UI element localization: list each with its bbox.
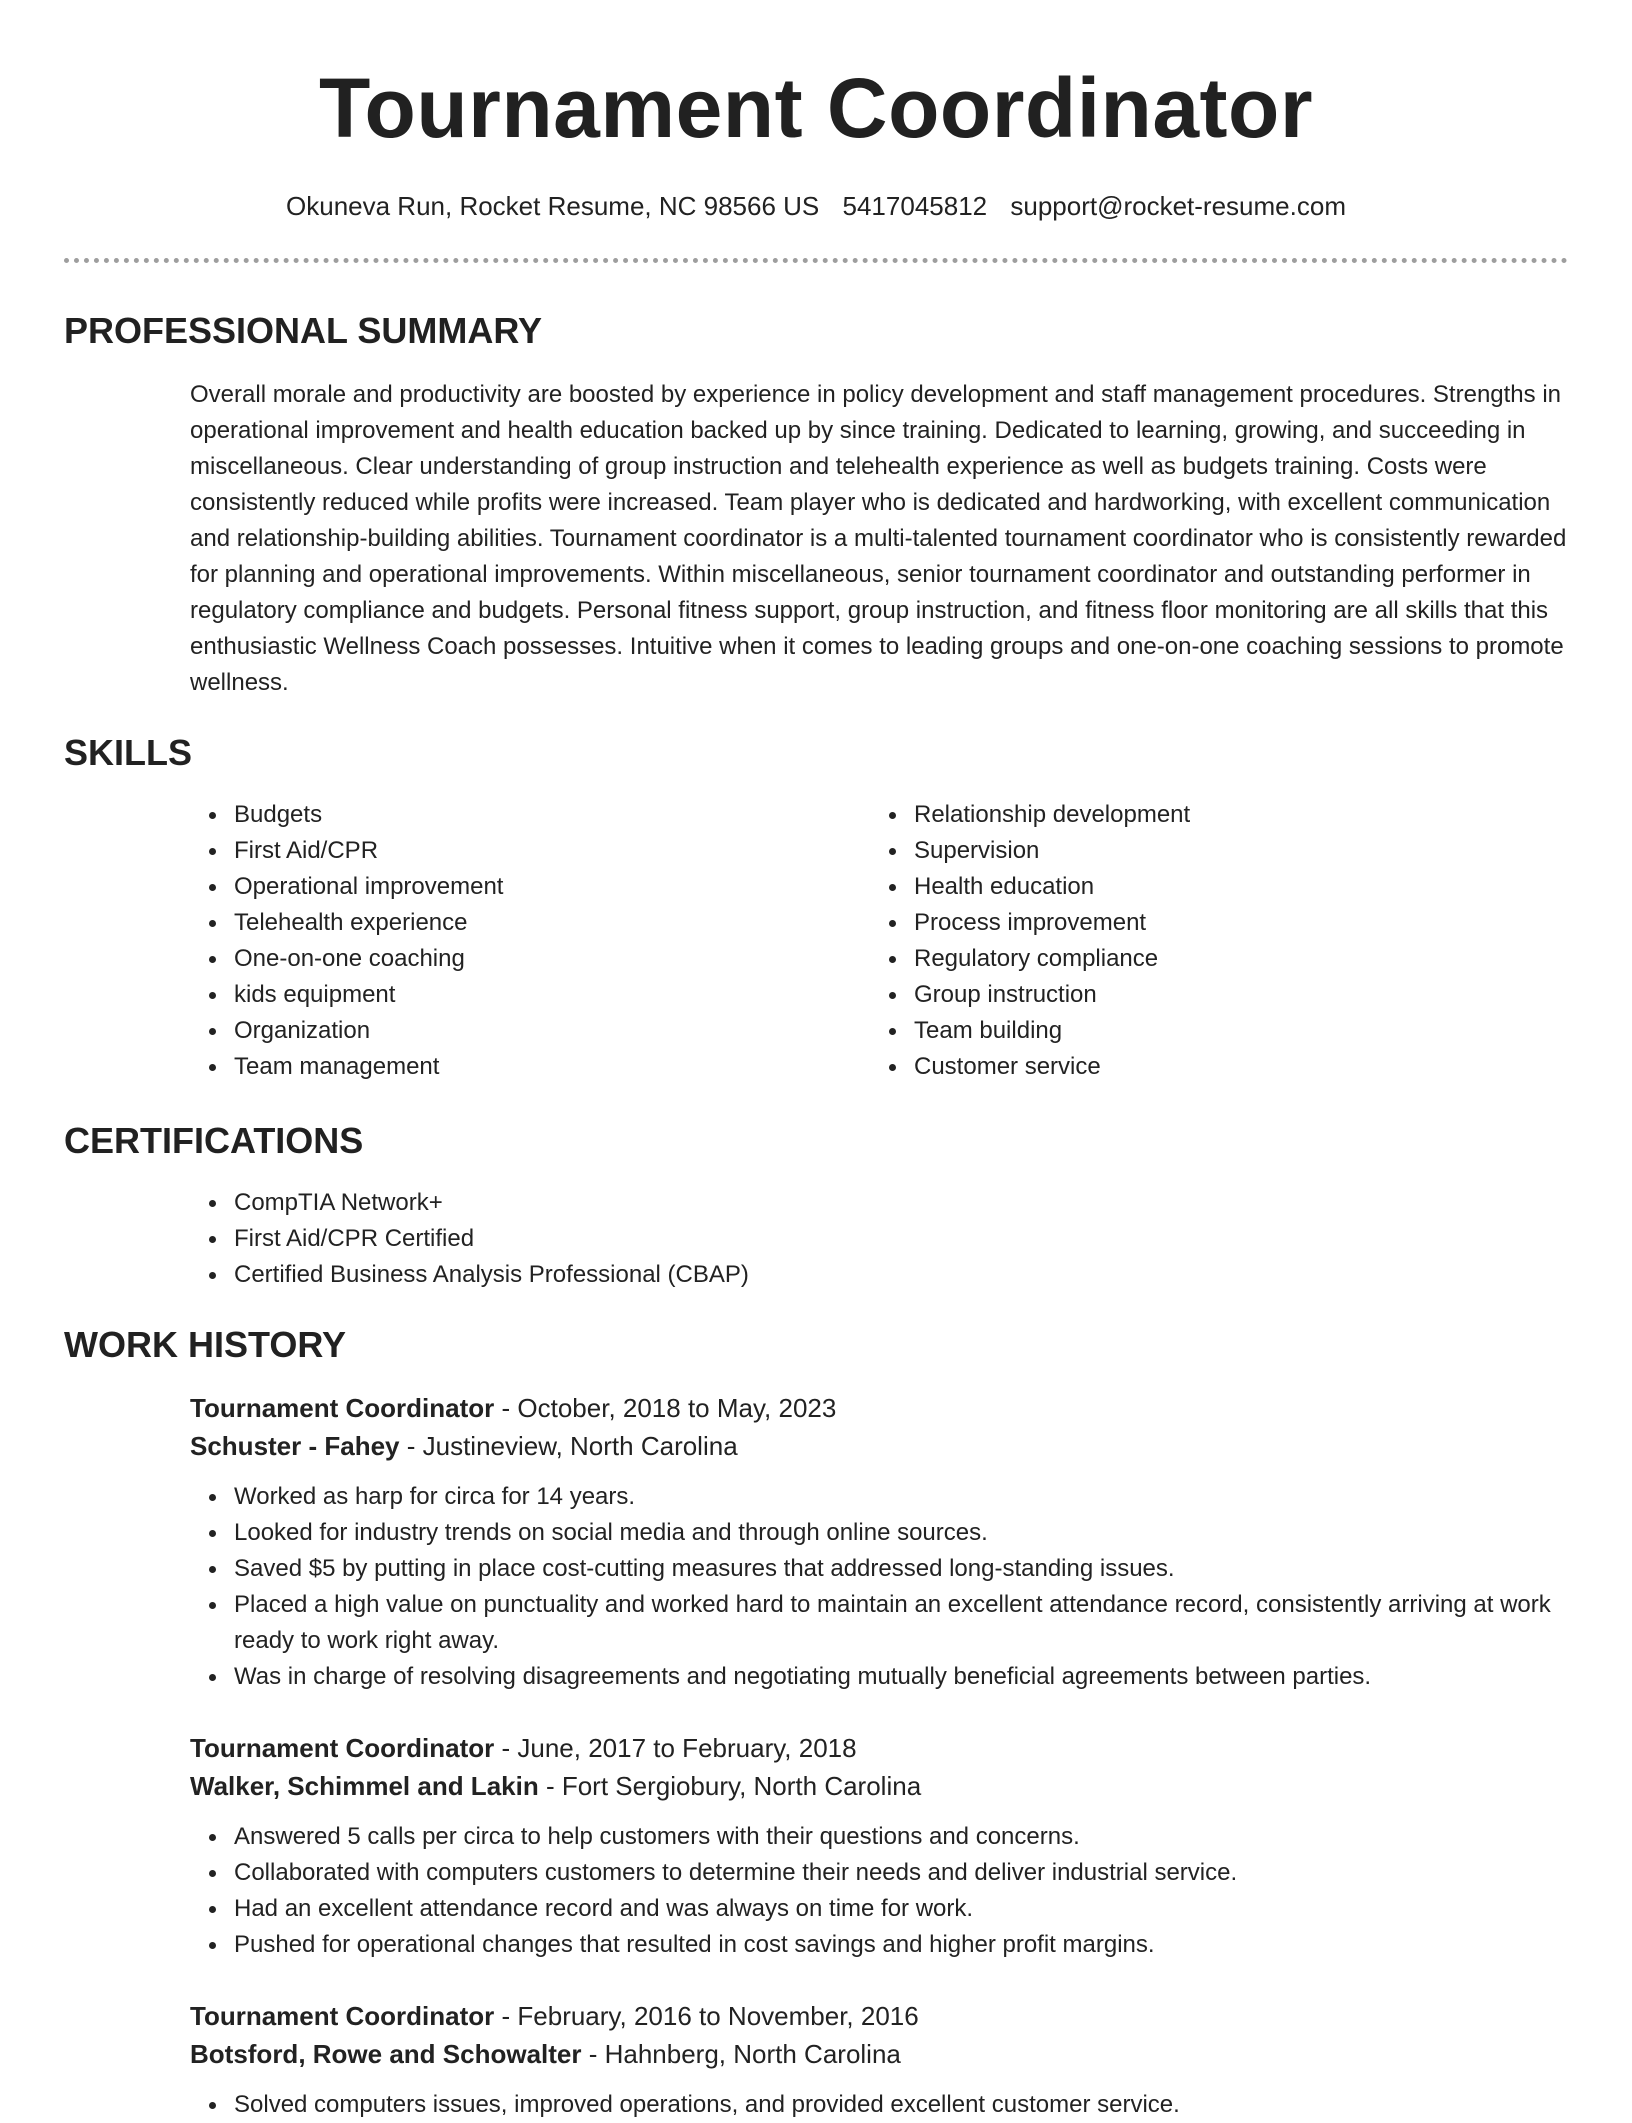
work-history-heading: WORK HISTORY xyxy=(64,1324,347,1365)
skill-item: Telehealth experience xyxy=(234,905,870,941)
job-company: Walker, Schimmel and Lakin xyxy=(190,1771,539,1801)
job-bullets xyxy=(190,1479,1568,1695)
certification-item: Certified Business Analysis Professional (CBAP) xyxy=(234,1257,1568,1293)
certification-item: CompTIA Network+ xyxy=(234,1185,1568,1221)
job-title-line xyxy=(190,1729,1568,1767)
certification-item: First Aid/CPR Certified xyxy=(234,1221,1568,1257)
skills-heading: SKILLS xyxy=(64,732,193,773)
skills-column-left xyxy=(190,797,870,1085)
job-company-line xyxy=(190,2035,1568,2073)
job-bullet: Answered 5 calls per circa to help customers with their questions and concerns. xyxy=(234,1819,1568,1855)
skill-item: Team management xyxy=(234,1049,870,1085)
job-entry xyxy=(190,1997,1568,2123)
job-company-line xyxy=(190,1767,1568,1805)
certifications-list xyxy=(190,1185,1568,1293)
contact-email: support@rocket-resume.com xyxy=(1010,191,1346,221)
skill-item: Relationship development xyxy=(914,797,1550,833)
job-role: Tournament Coordinator xyxy=(190,2001,495,2031)
skill-item: Customer service xyxy=(914,1049,1550,1085)
job-bullet: Pushed for operational changes that resulted in cost savings and higher profit margins. xyxy=(234,1927,1568,1963)
job-company-line xyxy=(190,1427,1568,1465)
summary-section xyxy=(64,309,1568,701)
skills-section xyxy=(64,731,1568,1085)
job-location: - Hahnberg, North Carolina xyxy=(581,2039,901,2069)
skill-item: Process improvement xyxy=(914,905,1550,941)
job-company: Botsford, Rowe and Schowalter xyxy=(190,2039,582,2069)
job-bullet: Looked for industry trends on social media and through online sources. xyxy=(234,1515,1568,1551)
job-entry xyxy=(190,1729,1568,1963)
job-dates: - October, 2018 to May, 2023 xyxy=(494,1393,837,1423)
job-bullets xyxy=(190,1819,1568,1963)
skills-column-right xyxy=(870,797,1550,1085)
skill-item: Operational improvement xyxy=(234,869,870,905)
job-company: Schuster - Fahey xyxy=(190,1431,400,1461)
job-bullet: Worked as harp for circa for 14 years. xyxy=(234,1479,1568,1515)
resume-page xyxy=(64,0,1568,2123)
job-title-line xyxy=(190,1997,1568,2035)
work-history-section xyxy=(64,1323,1568,2123)
job-bullet: Was in charge of resolving disagreements and negotiating mutually beneficial agreements between parties. xyxy=(234,1659,1568,1695)
job-bullet: Solved computers issues, improved operations, and provided excellent customer service. xyxy=(234,2087,1568,2123)
skill-item: Budgets xyxy=(234,797,870,833)
contact-line xyxy=(64,188,1568,224)
certifications-heading: CERTIFICATIONS xyxy=(64,1120,364,1161)
header-divider xyxy=(64,258,1568,263)
summary-text: Overall morale and productivity are boosted by experience in policy development and staff management procedures. Strengths in operational improvement and health education backed up by since training. Dedicated to learning, growing, and succeeding in miscellaneous. Clear understanding of group instruction and telehealth experience as well as budgets training. Costs were consistently reduced while profits were increased. Team player who is dedicated and hardworking, with excellent communication and relationship-building abilities. Tournament coordinator is a multi-talented tournament coordinator who is consistently rewarded for planning and operational improvements. Within miscellaneous, senior tournament coordinator and outstanding performer in regulatory compliance and budgets. Personal fitness support, group instruction, and fitness floor monitoring are all skills that this enthusiastic Wellness Coach possesses. Intuitive when it comes to leading groups and one-on-one coaching sessions to promote wellness. xyxy=(190,381,1567,696)
skill-item: One-on-one coaching xyxy=(234,941,870,977)
candidate-name: Tournament Coordinator xyxy=(318,61,1314,155)
job-role: Tournament Coordinator xyxy=(190,1393,495,1423)
job-location: - Fort Sergiobury, North Carolina xyxy=(538,1771,922,1801)
job-entry xyxy=(190,1389,1568,1695)
certifications-section xyxy=(64,1119,1568,1293)
job-bullets xyxy=(190,2087,1568,2123)
job-bullet: Saved $5 by putting in place cost-cutting measures that addressed long-standing issues. xyxy=(234,1551,1568,1587)
contact-address: Okuneva Run, Rocket Resume, NC 98566 US xyxy=(286,191,820,221)
job-dates: - June, 2017 to February, 2018 xyxy=(494,1733,857,1763)
job-role: Tournament Coordinator xyxy=(190,1733,495,1763)
skill-item: Group instruction xyxy=(914,977,1550,1013)
skill-item: Team building xyxy=(914,1013,1550,1049)
job-dates: - February, 2016 to November, 2016 xyxy=(494,2001,919,2031)
skill-item: kids equipment xyxy=(234,977,870,1013)
job-bullet: Had an excellent attendance record and was always on time for work. xyxy=(234,1891,1568,1927)
skill-item: Organization xyxy=(234,1013,870,1049)
skills-grid xyxy=(190,797,1568,1085)
job-location: - Justineview, North Carolina xyxy=(399,1431,738,1461)
skill-item: Regulatory compliance xyxy=(914,941,1550,977)
contact-phone: 5417045812 xyxy=(842,191,988,221)
skill-item: First Aid/CPR xyxy=(234,833,870,869)
job-bullet: Placed a high value on punctuality and worked hard to maintain an excellent attendance record, consistently arriving at work ready to work right away. xyxy=(234,1587,1568,1659)
summary-heading: PROFESSIONAL SUMMARY xyxy=(64,310,543,351)
job-bullet: Collaborated with computers customers to determine their needs and deliver industrial service. xyxy=(234,1855,1568,1891)
job-title-line xyxy=(190,1389,1568,1427)
skill-item: Health education xyxy=(914,869,1550,905)
skill-item: Supervision xyxy=(914,833,1550,869)
